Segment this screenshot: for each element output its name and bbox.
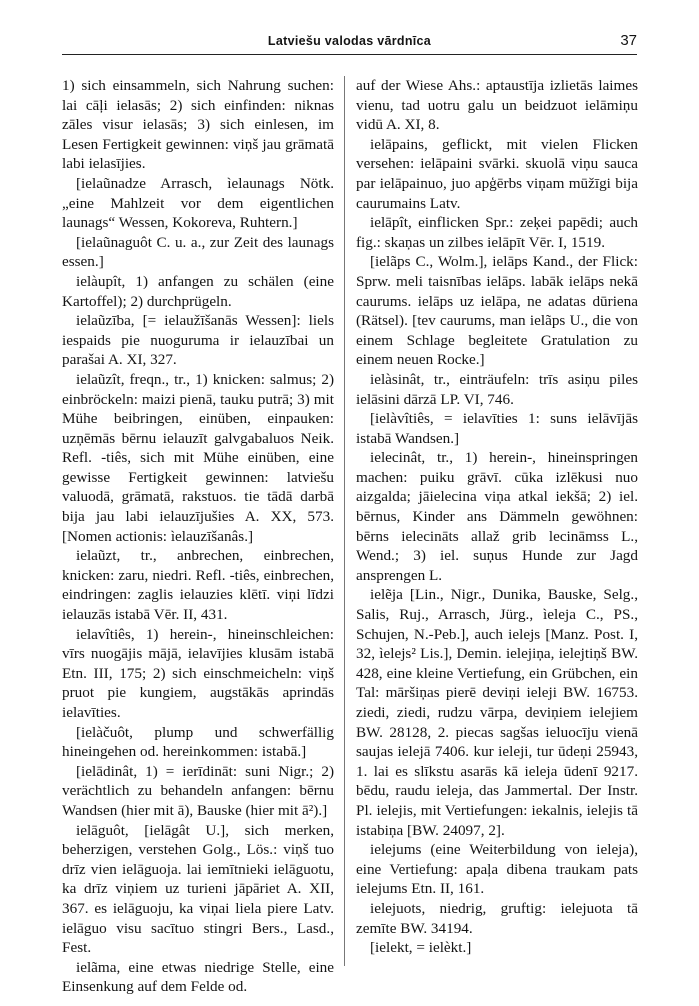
dictionary-entry: ielāguôt, [ielāgât U.], sich merken, beherzigen, verstehen Golg., Lös.: viņš tuo drīz vien ielāguoja. lai iemītnieki ielāguotu, ka drīz viņiem uz turieni jāpāriet A. XII, 367. es ielāguoju, ka viņai liela piere Latv. ielāguo visu sacītuo stingri Bers., Lasd., Fest. [62,821,334,957]
dictionary-entry: ielejums (eine Weiterbildung von ieleja), eine Vertiefung: apaļa dibena traukam pats ielejums Etn. II, 161. [356,841,638,898]
dictionary-entry: ielàsinât, tr., einträufeln: trīs asiņu piles ielāsini dārzā LP. VI, 746. [356,370,638,408]
page-number: 37 [620,32,637,49]
dictionary-entry: [ielàvîtiês, = ielavīties 1: suns ielāvījās istabā Wandsen.] [356,410,638,447]
entry-continuation: auf der Wiese Ahs.: aptaustīja izlietās laimes vienu, tad uotru galu un beidzuot ielāmiņu vidū A. XI, 8. [356,77,638,134]
entry-continuation: 1) sich einsammeln, sich Nahrung suchen: lai cāļi ielasās; 2) sich einfinden: niknas zāles visur ielasās; 3) sich einlesen, im Lesen Fertigkeit gewinnen: viņš jau grāmatā labi ielasījies. [62,77,334,173]
dictionary-entry: ielecinât, tr., 1) herein-, hineinspringen machen: puiku grāvī. cūka izlēkusi nuo aizgalda; jāielecina viņa atkal iekšā; 2) iel. bērnus, Kinder ans Dämmeln gewöhnen: bērns ielecināts allaž grib lecināmss L., Wend.; 3) iel. suņus Hunde zur Jagd ansprengen L. [356,449,638,584]
left-column [62,76,334,997]
dictionary-entry: ielàupît, 1) anfangen zu schälen (eine Kartoffel); 2) durchprügeln. [62,272,334,310]
right-column [356,76,638,958]
dictionary-entry: [ielekt, = ielèkt.] [370,939,472,957]
dictionary-entry: ielāpains, geflickt, mit vielen Flicken versehen: ielāpaini svārki. skuolā viņu sauca par ielāpainuo, juo apģērbs viņam mūžīgi bija caurumains Latv. [356,135,638,212]
dictionary-entry: [ielàčuôt, plump und schwerfällig hineingehen od. hereinkommen: istabā.] [62,723,334,761]
dictionary-entry: ielẽja [Lin., Nigr., Dunika, Bauske, Selg., Salis, Ruj., Arrasch, Jürg., ìeleja C., PS., Schujen, N.-Peb.], auch ielejs [Manz. Post. I, 32, ìelejs² Lis.], Demin. ielejiņa, ielejtiņš BW. 428, eine kleine Vertiefung, ein Grübchen, ein Tal: māršiņas pierē deviņi ieleji BW. 16753. ziedi, ziedi, rudzu vārpa, deviņiem ielejiem BW. 28128, 2. piecas sagšas ieluocīju vienā saujas ielejā 7406. kur ieleji, tur ūdeņi 25943, 1. lai es slīkstu asarās kā ieleja ūdenī 9217. bēdu, raudu ieleja, das Jammertal. Der Instr. Pl. ielejis, mit Vertiefungen: iekalnis, ielejis tā istabiņa [BW. 24097, 2]. [356,586,638,839]
dictionary-entry: ielãma, eine etwas niedrige Stelle, eine Einsenkung auf dem Felde od. [62,958,334,996]
dictionary-entry: ielaũzība, [= ielaužīšanās Wessen]: liels iespaids pie nuoguruma ir ielauzībai un parašai A. XI, 327. [62,312,334,369]
dictionary-entry: [ielãps C., Wolm.], ielāps Kand., der Flick: Sprw. meli taisnības ielāps. labāk ielāps nekā caurums. ielāps uz ielāpa, ne adatas dūriena (Rätsel). [tev caurums, man ielãps U., die von einem Schlage begleitete Gratulation zu einem neuen Rocke.] [356,253,638,369]
dictionary-entry: [ielādinât, 1) = ierīdināt: suni Nigr.; 2) verächtlich zu behandeln anfangen: bērnu Wandsen (hier mit ā), Bauske (hier mit ā²).] [62,762,334,819]
dictionary-entry: [ielaũnadze Arrasch, ìelaunags Nötk. „eine Mahlzeit vor dem eigentlichen launags“ Wessen, Kokoreva, Ruhtern.] [62,174,334,232]
column-divider [344,76,345,966]
dictionary-entry: [ielaũnaguôt C. u. a., zur Zeit des launags essen.] [62,233,334,271]
running-title: Latviešu valodas vārdnīca [267,34,432,48]
dictionary-entry: ielaũzt, tr., anbrechen, einbrechen, knicken: zaru, niedri. Refl. -tiês, einbrechen, eindringen: zaglis ielauzies klētī. viņi līdzi ielauzās istabā Vēr. II, 431. [62,547,334,624]
dictionary-entry: ielejuots, niedrig, gruftig: ielejuota tā zemīte BW. 34194. [356,899,638,937]
dictionary-entry: ielavîtiês, 1) herein-, hineinschleichen: vīrs nuogājis mājā, ielavījies klusām istabā Etn. III, 175; 2) sich einschmeicheln: viņš pruot pie kungiem, augstākās aprindās ielavīties. [62,625,334,721]
dictionary-entry: ielaũzît, freqn., tr., 1) knicken: salmus; 2) einbröckeln: maizi pienā, tauku putrā; 3) mit Mühe beibringen, einüben, einpauken: uzņēmās bērnu ielauzīt galvgabaluos Neik. Refl. -tiês, sich mit Mühe einüben, eine gewisse Fertigkeit gewinnen: latviešu valuodā, grāmatā, rakstuos. tie tādā darbā bija jau labi ielauzījušies A. XX, 573. [Nomen actionis: ìelauzīšanâs.] [62,370,334,545]
dictionary-entry: ielāpît, einflicken Spr.: zeķei papēdi; auch fig.: skaņas un zilbes ielāpīt Vēr. I, 1519. [356,214,638,251]
header-rule [62,54,637,55]
